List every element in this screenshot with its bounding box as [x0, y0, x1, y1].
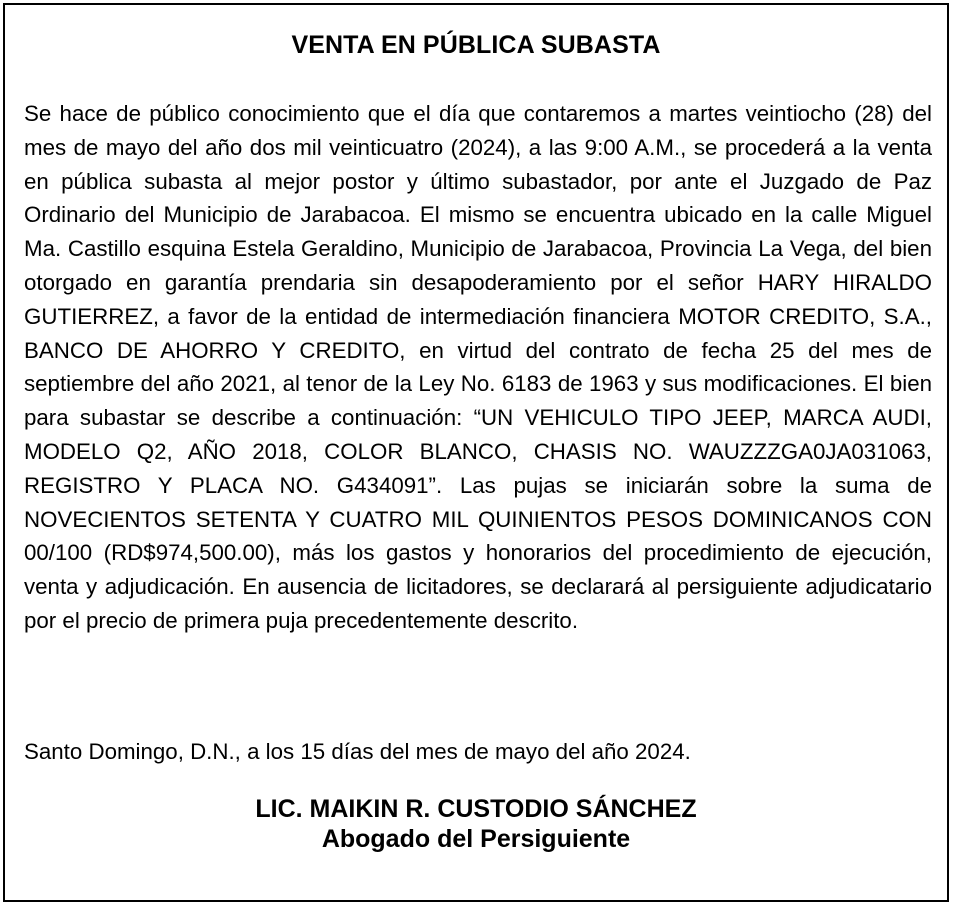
- notice-body: Se hace de público conocimiento que el día que contaremos a martes veintiocho (28) del mes de mayo del año dos mil veinticuatro (2024), a las 9:00 A.M., se procederá a la venta en pública subasta al mejor postor y último subastador, por ante el Juzgado de Paz Ordinario del Municipio de Jarabacoa. El mismo se encuentra ubicado en la calle Miguel Ma. Castillo esquina Estela Geraldino, Municipio de Jarabacoa, Provincia La Vega, del bien otorgado en garantía prendaria sin desapoderamiento por el señor HARY HIRALDO GUTIERREZ, a favor de la entidad de intermediación financiera MOTOR CREDITO, S.A., BANCO DE AHORRO Y CREDITO, en virtud del contrato de fecha 25 del mes de septiembre del año 2021, al tenor de la Ley No. 6183 de 1963 y sus modificaciones. El bien para subastar se describe a continuación: “UN VEHICULO TIPO JEEP, MARCA AUDI, MODELO Q2, AÑO 2018, COLOR BLANCO, CHASIS NO. WAUZZZGA0JA031063, REGISTRO Y PLACA NO. G434091”. Las pujas se iniciarán sobre la suma de NOVECIENTOS SETENTA Y CUATRO MIL QUINIENTOS PESOS DOMINICANOS CON 00/100 (RD$974,500.00), más los gastos y honorarios del procedimiento de ejecución, venta y adjudicación. En ausencia de licitadores, se declarará al persiguiente adjudicatario por el precio de primera puja precedentemente descrito.: [24, 101, 932, 633]
- notice-frame: [3, 3, 949, 902]
- notice-title: VENTA EN PÚBLICA SUBASTA: [291, 31, 661, 59]
- signer-role: Abogado del Persiguiente: [321, 825, 631, 853]
- signer-name: LIC. MAIKIN R. CUSTODIO SÁNCHEZ: [255, 795, 697, 823]
- place-date: Santo Domingo, D.N., a los 15 días del mes de mayo del año 2024.: [24, 739, 691, 764]
